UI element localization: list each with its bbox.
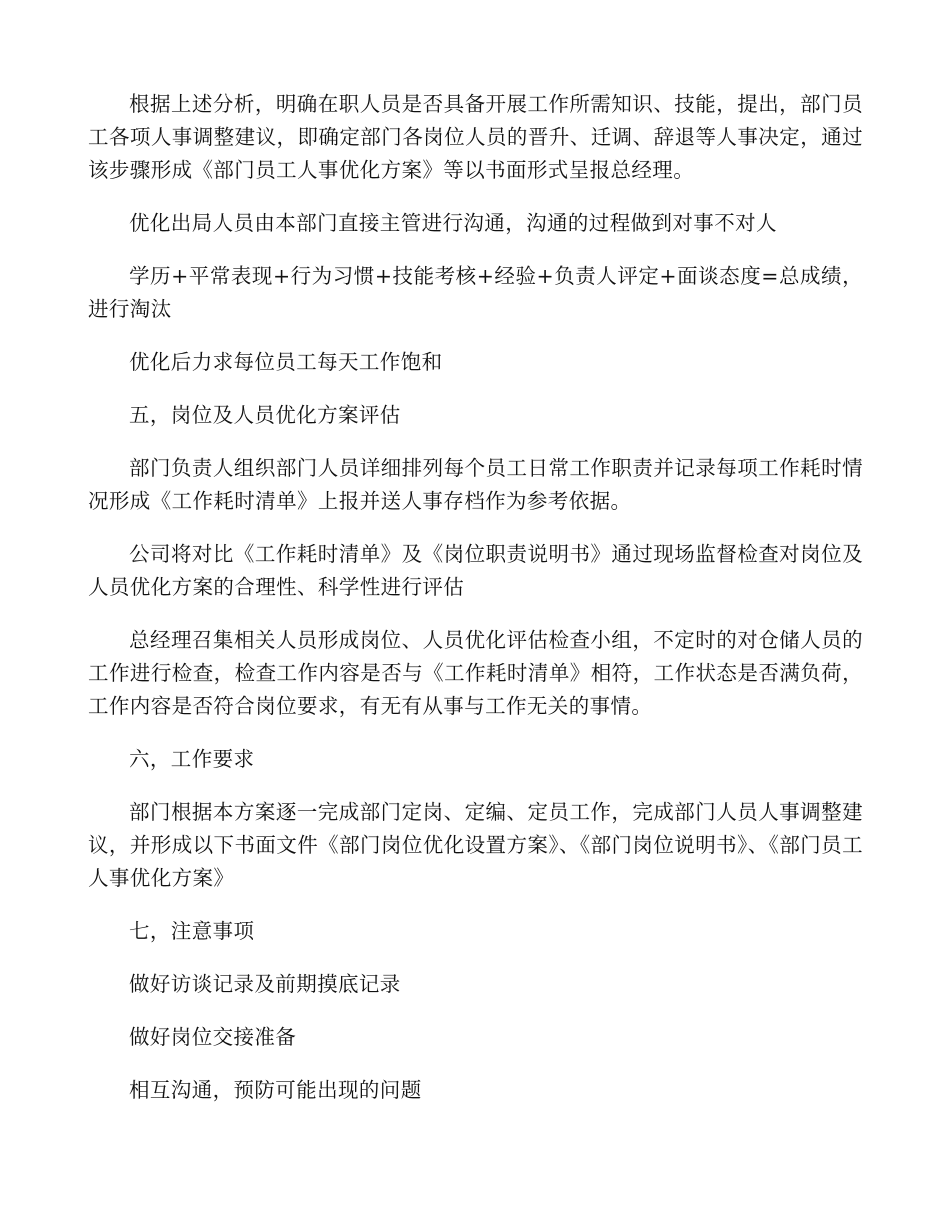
paragraph-company-comparison: 公司将对比《工作耗时清单》及《岗位职责说明书》通过现场监督检查对岗位及人员优化方案的合理性、科学性进行评估 bbox=[88, 542, 863, 599]
paragraph-inspection-group: 总经理召集相关人员形成岗位、人员优化评估检查小组，不定时的对仓储人员的工作进行检查，检查工作内容是否与《工作耗时清单》相符，工作状态是否满负荷，工作内容是否符合岗位要求，有无有从事与工作无关的事情。 bbox=[88, 628, 863, 718]
document-body bbox=[88, 88, 863, 1127]
paragraph-exit-communication: 优化出局人员由本部门直接主管进行沟通，沟通的过程做到对事不对人 bbox=[129, 211, 777, 235]
section-heading-notes: 七，注意事项 bbox=[129, 919, 255, 943]
paragraph-personnel-adjustment: 根据上述分析，明确在职人员是否具备开展工作所需知识、技能，提出，部门员工各项人事调整建议，即确定部门各岗位人员的晋升、迁调、辞退等人事决定，通过该步骤形成《部门员工人事优化方案》等以书面形式呈报总经理。 bbox=[88, 92, 863, 182]
list-item-mutual-communication: 相互沟通，预防可能出现的问题 bbox=[129, 1078, 422, 1102]
paragraph-workload-goal: 优化后力求每位员工每天工作饱和 bbox=[129, 350, 443, 374]
list-item-interview-records: 做好访谈记录及前期摸底记录 bbox=[129, 972, 401, 996]
paragraph-department-documents: 部门根据本方案逐一完成部门定岗、定编、定员工作，完成部门人员人事调整建议，并形成以下书面文件《部门岗位优化设置方案》、《部门岗位说明书》、《部门员工人事优化方案》 bbox=[88, 800, 863, 890]
list-item-handover-preparation: 做好岗位交接准备 bbox=[129, 1025, 297, 1049]
paragraph-score-formula: 学历+平常表现+行为习惯+技能考核+经验+负责人评定+面谈态度=总成绩，进行淘汰 bbox=[88, 264, 863, 321]
section-heading-evaluation: 五，岗位及人员优化方案评估 bbox=[129, 403, 401, 427]
paragraph-time-list: 部门负责人组织部门人员详细排列每个员工日常工作职责并记录每项工作耗时情况形成《工作耗时清单》上报并送人事存档作为参考依据。 bbox=[88, 456, 863, 513]
section-heading-work-requirements: 六，工作要求 bbox=[129, 747, 255, 771]
